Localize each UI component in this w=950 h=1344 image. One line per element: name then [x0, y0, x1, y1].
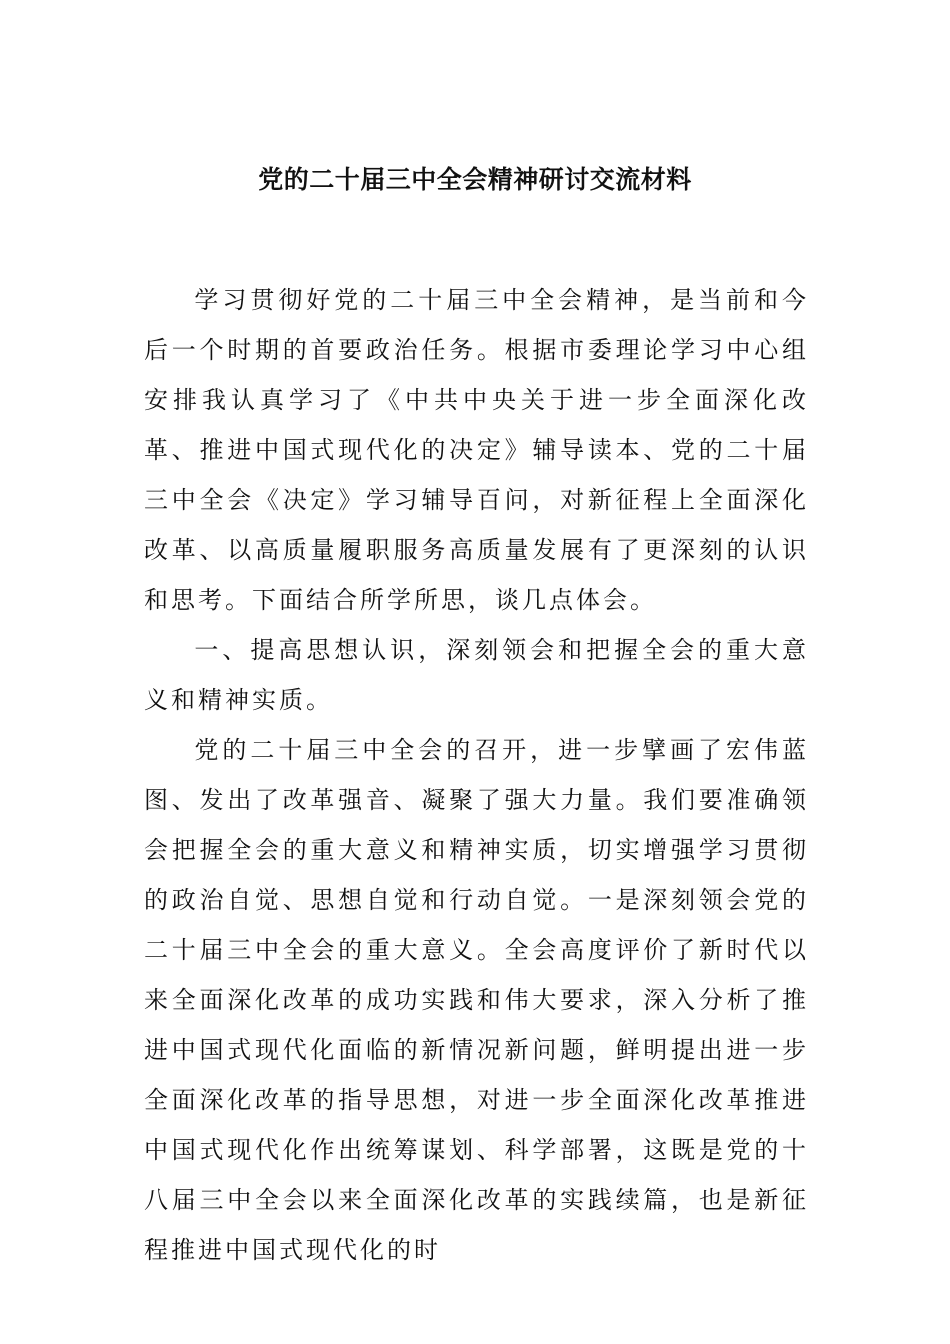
document-title: 党的二十届三中全会精神研讨交流材料 [258, 165, 692, 194]
paragraph-significance: 党的二十届三中全会的召开，进一步擘画了宏伟蓝图、发出了改革强音、凝聚了强大力量。我们要准确领会把握全会的重大意义和精神实质，切实增强学习贯彻的政治自觉、思想自觉和行动自觉。一是深刻领会党的二十届三中全会的重大意义。全会高度评价了新时代以来全面深化改革的成功实践和伟大要求，深入分析了推进中国式现代化面临的新情况新问题，鲜明提出进一步全面深化改革的指导思想，对进一步全面深化改革推进中国式现代化作出统筹谋划、科学部署，这既是党的十八届三中全会以来全面深化改革的实践续篇，也是新征程推进中国式现代化的时 [144, 736, 809, 1264]
document-body [144, 275, 809, 1275]
paragraph-intro: 学习贯彻好党的二十届三中全会精神，是当前和今后一个时期的首要政治任务。根据市委理论学习中心组安排我认真学习了《中共中央关于进一步全面深化改革、推进中国式现代化的决定》辅导读本、党的二十届三中全会《决定》学习辅导百问，对新征程上全面深化改革、以高质量履职服务高质量发展有了更深刻的认识和思考。下面结合所学所思，谈几点体会。 [144, 286, 809, 614]
paragraph-section-heading: 一、提高思想认识，深刻领会和把握全会的重大意义和精神实质。 [144, 636, 809, 714]
